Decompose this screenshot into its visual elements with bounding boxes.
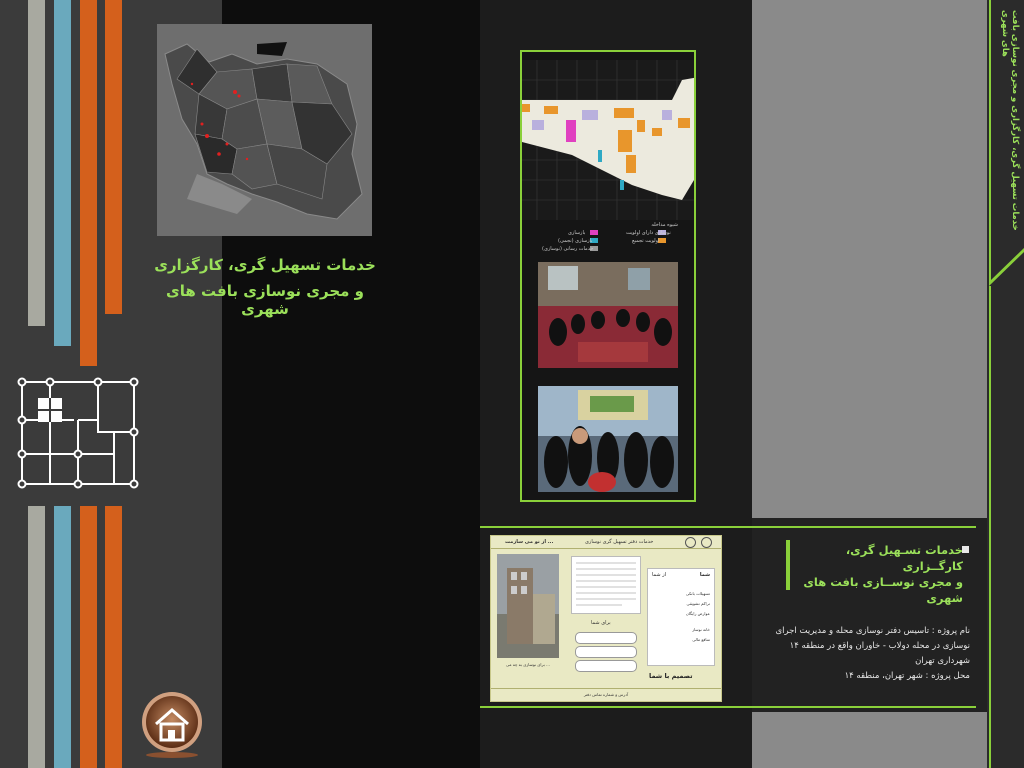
right-gray-panel bbox=[752, 0, 987, 518]
title-card-line1: خدمات تسـهیل گری، کارگــزاری bbox=[845, 543, 963, 573]
brochure-title: تصمیم با شما bbox=[649, 672, 693, 680]
building-caption: برای نوسازی به چه می ... bbox=[506, 662, 550, 667]
project-map-frame bbox=[520, 50, 696, 502]
stripe-orange2-bottom bbox=[105, 506, 122, 768]
legend-item-3: بازسازی (نجمی) bbox=[558, 238, 593, 244]
stripe-blue-bottom bbox=[54, 506, 71, 768]
band-line-top bbox=[480, 526, 976, 528]
desc-line-1: نام پروژه : تاسیس دفتر نوسازی محله و مدیریت اجرای bbox=[775, 626, 970, 636]
stripe-orange-top bbox=[80, 0, 97, 366]
offer-box-sub: از شما bbox=[652, 572, 666, 578]
stripe-orange2-top bbox=[105, 0, 122, 314]
legend-swatch-pink bbox=[590, 230, 598, 235]
brochure-footer: آدرس و شماره تماس دفتر bbox=[491, 688, 721, 701]
brochure-header bbox=[491, 536, 721, 549]
legend-item-4: اولویت تجمیع bbox=[632, 238, 660, 244]
stripe-gray-top bbox=[28, 0, 45, 326]
brochure-text-box bbox=[571, 556, 641, 614]
house-icon[interactable] bbox=[136, 688, 208, 760]
desc-line-2: نوسازی در محله دولاب - خاوران واقع در منطقه ۱۴ bbox=[789, 641, 970, 651]
vertical-title: خدمات تسهیل گری، کارگزاری و مجری نوسازی بافت های شهری bbox=[1000, 10, 1020, 231]
neighborhood-plan bbox=[522, 60, 694, 220]
offer-item-3: عوارض رایگان bbox=[685, 611, 710, 616]
title-card-line2: و مجری نوســازی بافت های شهری bbox=[803, 575, 963, 605]
stripe-orange-bottom bbox=[80, 506, 97, 768]
brochure-offer-box bbox=[647, 568, 715, 666]
legend-item-2: نوسازی دارای اولویت bbox=[626, 230, 671, 236]
offer-item-2: تراکم تشویقی bbox=[686, 601, 710, 606]
meeting-photo-2 bbox=[538, 386, 678, 492]
legend-item-5: خدمات رسانی (نوسازی) bbox=[542, 246, 594, 252]
offer-box-title: شما bbox=[699, 572, 710, 578]
iran-map bbox=[157, 24, 372, 236]
grid-plan-icon bbox=[14, 372, 144, 502]
title-card-heading bbox=[790, 542, 975, 606]
legend-item-1: بازسازی bbox=[568, 230, 586, 236]
brochure-header-left: از نو می سازمت ... bbox=[505, 539, 554, 545]
map-title-line1: خدمات تسهیل گری، کارگزاری bbox=[154, 256, 376, 274]
stripe-gray-bottom bbox=[28, 506, 45, 768]
offer-item-1: تسهیلات بانکی bbox=[685, 591, 710, 596]
desc-line-3: شهرداری تهران bbox=[915, 656, 970, 666]
meeting-photo-1 bbox=[538, 262, 678, 368]
project-description bbox=[770, 624, 970, 684]
desc-line-4: محل پروژه : شهر تهران، منطقه ۱۴ bbox=[844, 671, 970, 681]
brochure bbox=[490, 535, 722, 702]
stripe-blue-top bbox=[54, 0, 71, 346]
building-photo bbox=[497, 554, 559, 658]
map-title-line2: و مجری نوسازی بافت های شهری bbox=[166, 282, 364, 318]
right-gray-panel-bottom bbox=[752, 712, 987, 768]
brochure-logo-2 bbox=[701, 537, 712, 548]
band-line-bottom bbox=[480, 706, 976, 708]
brochure-middle-question: برای شما bbox=[591, 620, 611, 626]
brochure-middle-pill-3 bbox=[575, 660, 637, 672]
brochure-logo-1 bbox=[685, 537, 696, 548]
offer-item-4: خانه نوساز bbox=[692, 627, 710, 632]
brochure-middle-pill bbox=[575, 632, 637, 644]
brochure-middle-pill-2 bbox=[575, 646, 637, 658]
legend-header: شیوه مداخله bbox=[651, 222, 678, 228]
brochure-header-center: خدمات دفتر تسهیل گری نوسازی bbox=[585, 539, 654, 545]
offer-item-5: منافع مالی bbox=[692, 637, 710, 642]
